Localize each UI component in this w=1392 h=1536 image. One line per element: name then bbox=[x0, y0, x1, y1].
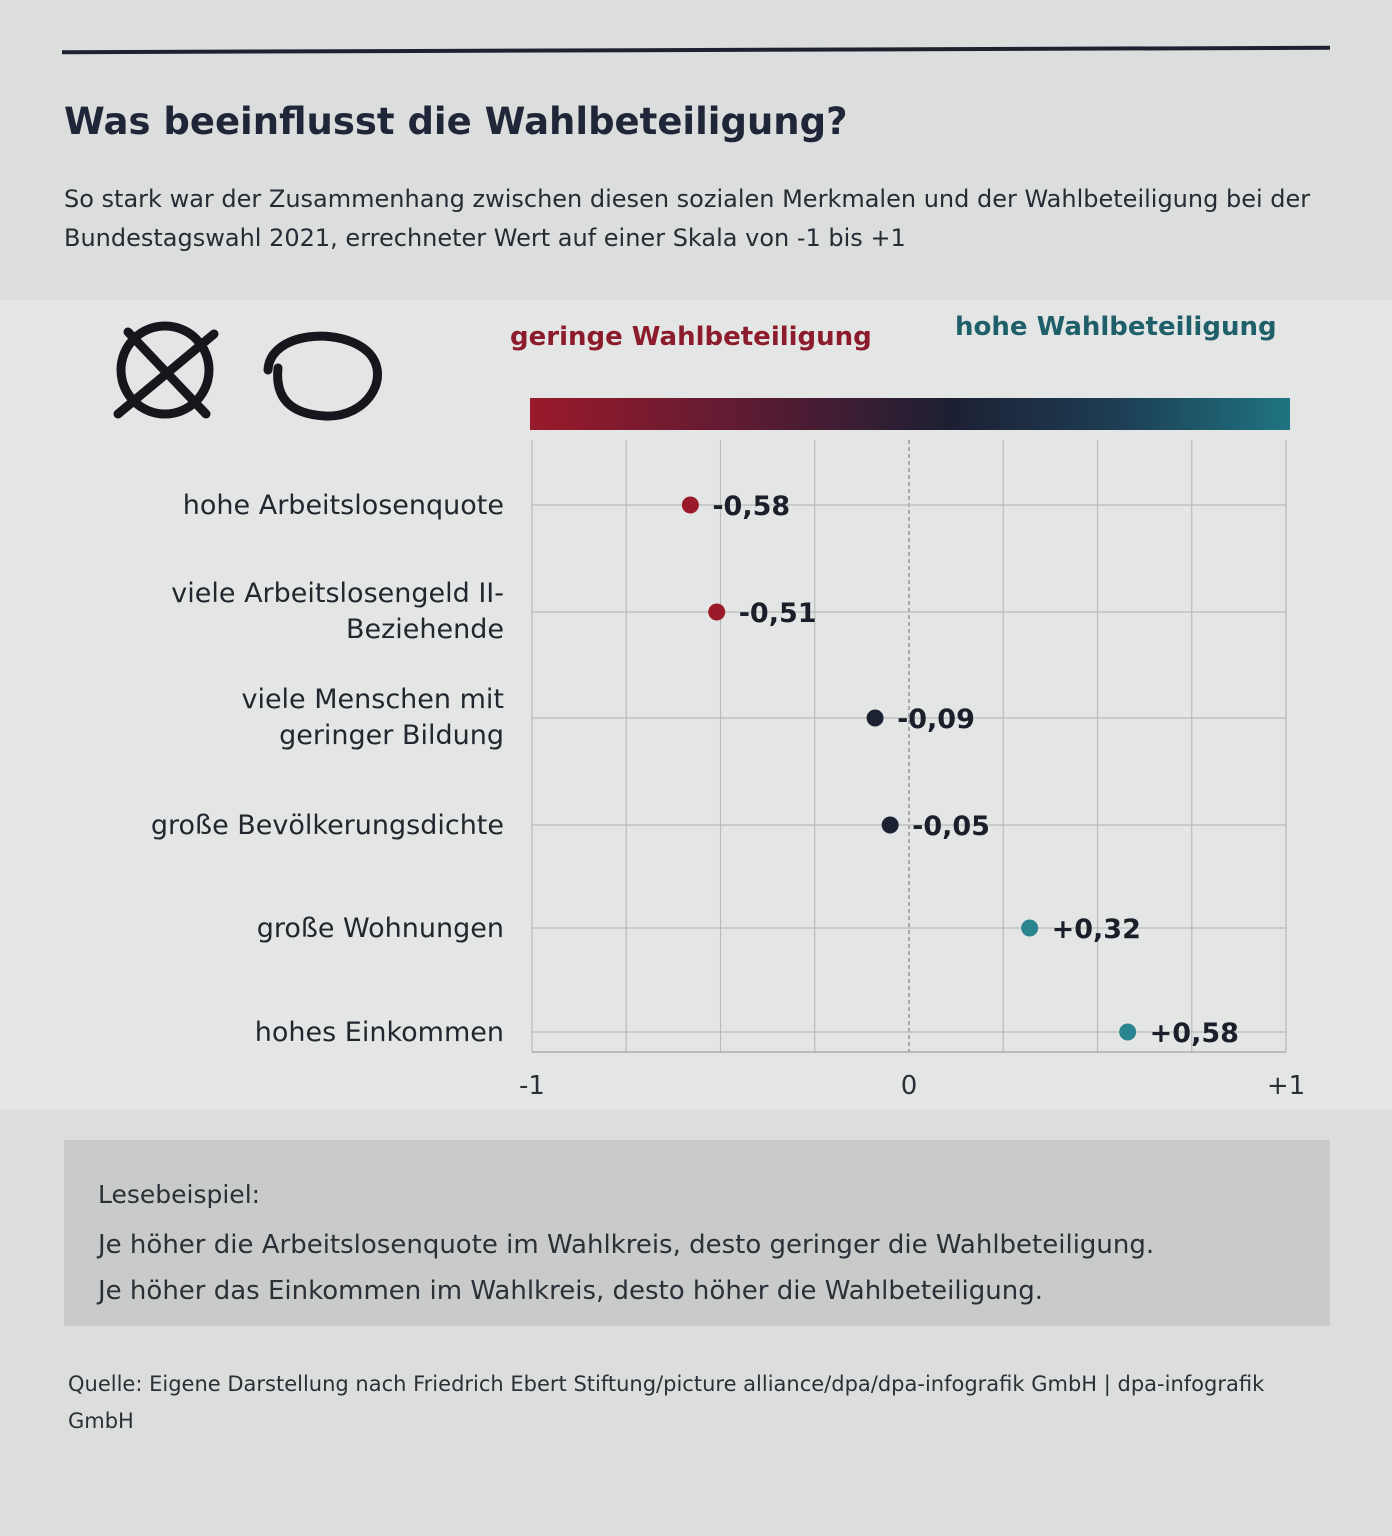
reading-example-line-2: Je höher das Einkommen im Wahlkreis, desto höher die Wahlbeteiligung. bbox=[98, 1276, 1044, 1306]
data-point bbox=[1021, 920, 1038, 937]
category-label: geringer Bildung bbox=[279, 720, 504, 751]
x-tick-label: +1 bbox=[1266, 1071, 1306, 1101]
data-point bbox=[708, 604, 725, 621]
chart-subtitle: So stark war der Zusammenhang zwischen diesen sozialen Merkmalen und der Wahlbeteiligung bei der Bundestagswahl 2021, errechneter Wert auf einer Skala von -1 bis +1 bbox=[64, 185, 1311, 252]
x-tick-label: -1 bbox=[519, 1071, 545, 1101]
data-point bbox=[867, 710, 884, 727]
reading-example-line-1: Je höher die Arbeitslosenquote im Wahlkreis, desto geringer die Wahlbeteiligung. bbox=[98, 1230, 1155, 1260]
source-note: Quelle: Eigene Darstellung nach Friedrich Ebert Stiftung/picture alliance/dpa/dpa-infografik GmbH | dpa-infografik GmbH bbox=[68, 1372, 1265, 1433]
category-label: große Wohnungen bbox=[256, 913, 504, 944]
category-label: viele Menschen mit bbox=[241, 684, 504, 715]
value-label: -0,51 bbox=[738, 598, 817, 629]
category-label: hohes Einkommen bbox=[254, 1017, 504, 1048]
value-label: +0,32 bbox=[1051, 914, 1141, 945]
value-label: +0,58 bbox=[1149, 1018, 1239, 1049]
value-label: -0,58 bbox=[712, 491, 791, 522]
legend-high-turnout: hohe Wahlbeteiligung bbox=[955, 312, 1277, 342]
value-label: -0,09 bbox=[897, 704, 975, 735]
category-label: große Bevölkerungsdichte bbox=[150, 810, 504, 841]
value-label: -0,05 bbox=[912, 811, 990, 842]
data-point bbox=[1119, 1024, 1136, 1041]
category-label: Beziehende bbox=[345, 614, 504, 645]
category-label: viele Arbeitslosengeld II- bbox=[171, 578, 504, 609]
reading-example-box bbox=[64, 1140, 1330, 1326]
data-point bbox=[682, 497, 699, 514]
chart-title: Was beeinflusst die Wahlbeteiligung? bbox=[64, 100, 848, 143]
category-label: hohe Arbeitslosenquote bbox=[182, 490, 504, 521]
x-tick-label: 0 bbox=[900, 1071, 918, 1101]
reading-example-title: Lesebeispiel: bbox=[98, 1180, 261, 1209]
data-point bbox=[882, 817, 899, 834]
legend-low-turnout: geringe Wahlbeteiligung bbox=[510, 322, 872, 352]
